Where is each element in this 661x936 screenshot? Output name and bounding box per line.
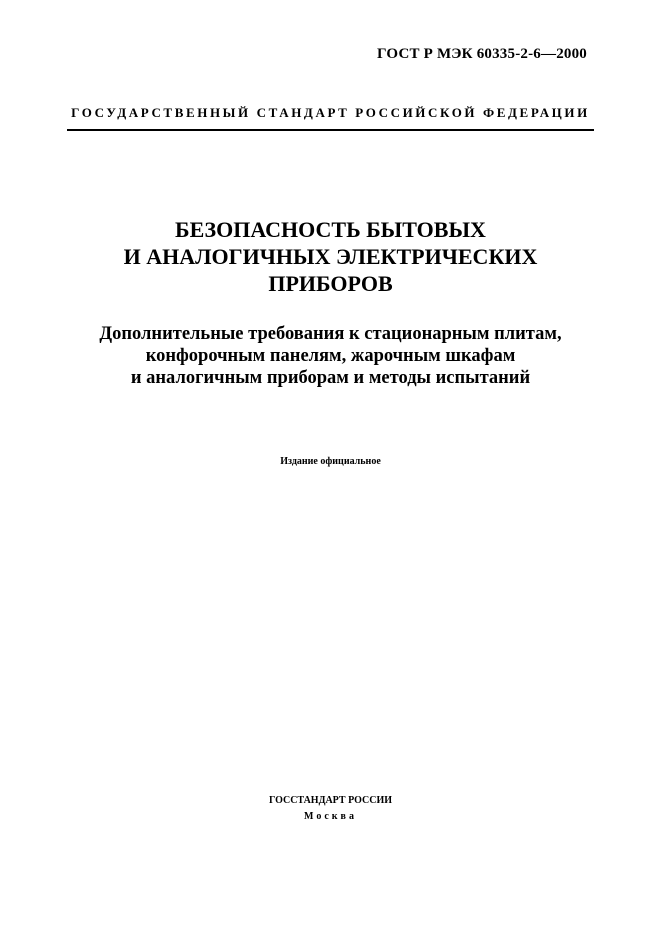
- title-line: ПРИБОРОВ: [268, 271, 393, 296]
- subtitle-line: конфорочным панелям, жарочным шкафам: [145, 346, 516, 366]
- title-line: И АНАЛОГИЧНЫХ ЭЛЕКТРИЧЕСКИХ: [123, 244, 538, 269]
- header-divider: [67, 129, 594, 131]
- publisher: ГОССТАНДАРТ РОССИИ: [268, 795, 393, 806]
- document-title: [0, 216, 661, 297]
- document-subtitle: [0, 323, 661, 389]
- state-standard-heading: ГОСУДАРСТВЕННЫЙ СТАНДАРТ РОССИЙСКОЙ ФЕДЕРАЦИИ: [71, 105, 590, 120]
- title-line: БЕЗОПАСНОСТЬ БЫТОВЫХ: [175, 217, 486, 242]
- subtitle-line: и аналогичным приборам и методы испытаний: [130, 368, 531, 388]
- publication-city: Москва: [304, 811, 357, 822]
- subtitle-line: Дополнительные требования к стационарным плитам,: [99, 324, 562, 344]
- document-code: ГОСТ Р МЭК 60335-2-6—2000: [377, 46, 587, 62]
- edition-note: Издание официальное: [280, 456, 381, 467]
